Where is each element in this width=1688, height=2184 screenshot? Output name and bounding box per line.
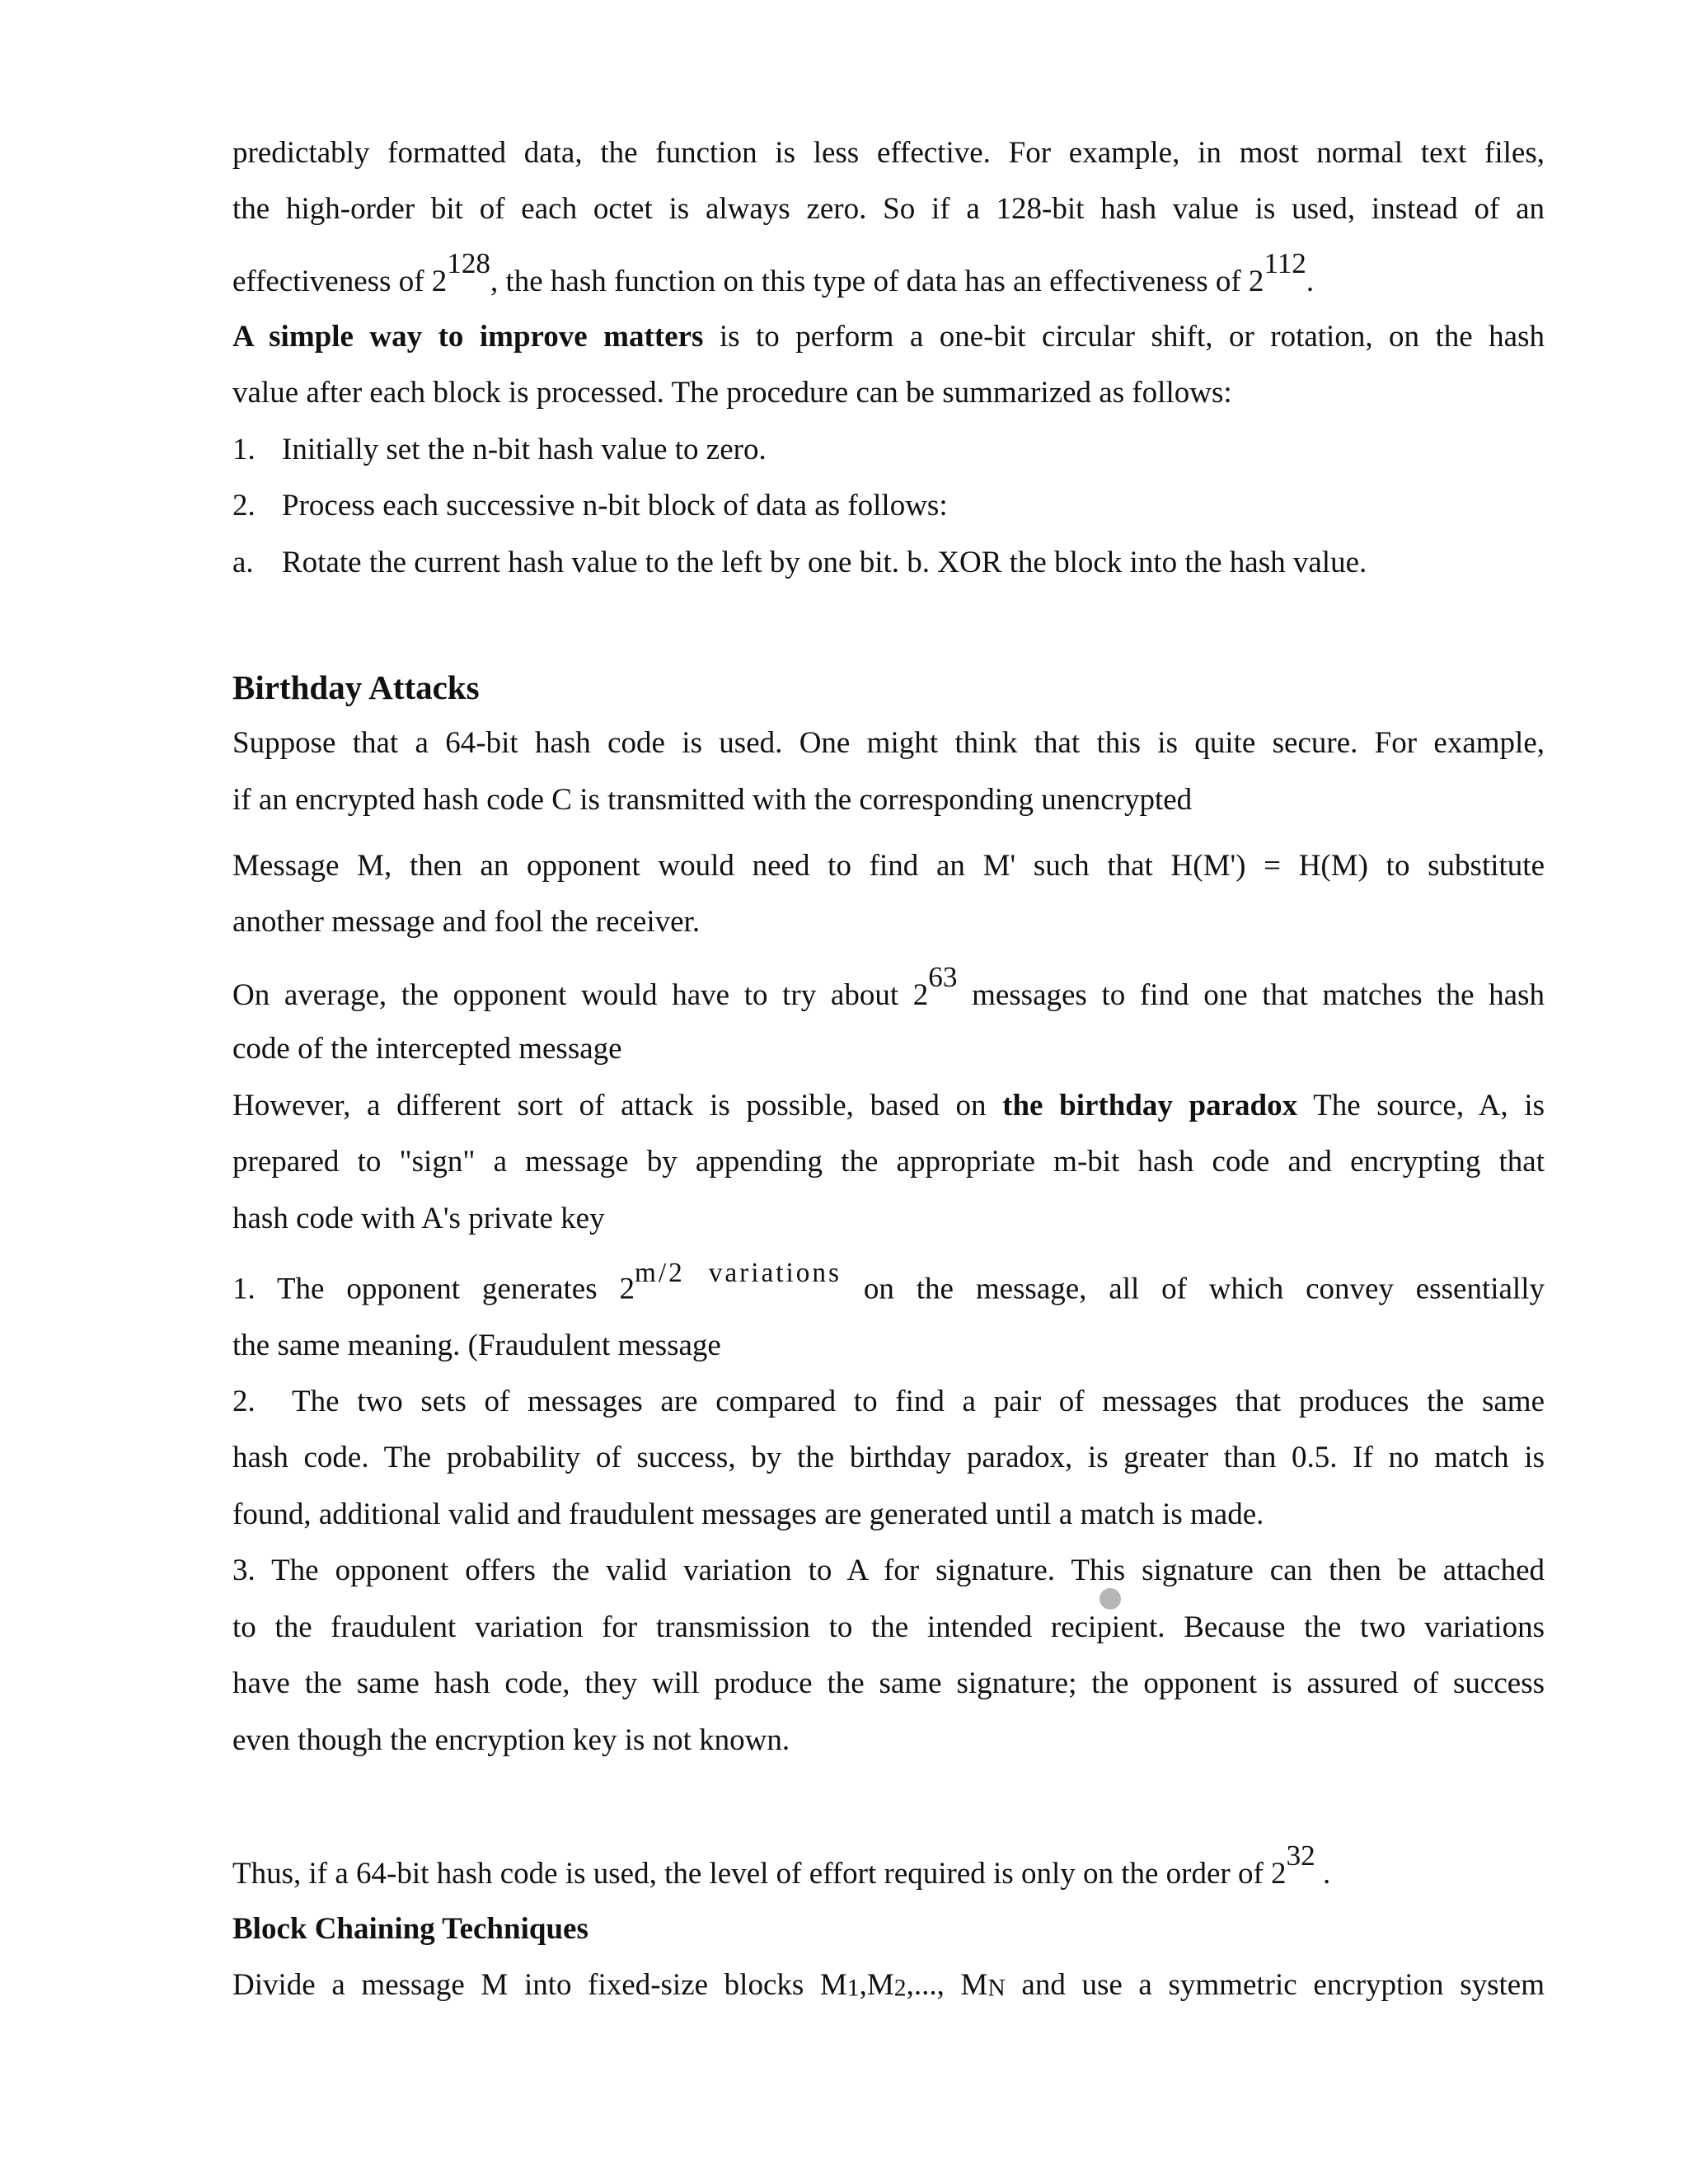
text-line: hash code. The probability of success, by the birthday paradox, is greater than 0.5. If no match is (232, 1441, 1545, 1474)
exponent: 63 (928, 961, 958, 993)
text-line-effectiveness: effectiveness of $2^{128}$, the hash function on this type of data has an effectiveness of $2^{112}$. (232, 247, 1315, 298)
exponent: 128 (447, 247, 490, 279)
exponent: 32 (1286, 1840, 1315, 1872)
section-heading-birthday-attacks: Birthday Attacks (232, 668, 480, 706)
text-line: hash code with A's private key (232, 1202, 605, 1235)
bold-phrase: the birthday paradox (1002, 1089, 1298, 1122)
text-line: another message and fool the receiver. (232, 905, 701, 939)
text-line: code of the intercepted message (232, 1032, 622, 1066)
cursor-dot (1100, 1588, 1121, 1610)
list-item: 1. Initially set the n-bit hash value to zero. (232, 433, 767, 466)
text-line: predictably formatted data, the function is less effective. For example, in most normal text files, (232, 136, 1545, 170)
text-line: to the fraudulent variation for transmission to the intended recipient. Because the two variations (232, 1610, 1545, 1644)
text-line: prepared to "sign" a message by appending the appropriate m-bit hash code and encrypting that (232, 1145, 1545, 1179)
bold-phrase: A simple way to improve matters (232, 320, 704, 354)
section-heading-block-chaining: Block Chaining Techniques (232, 1912, 588, 1946)
list-item: a. Rotate the current hash value to the left by one bit. b. XOR the block into the hash value. (232, 546, 1367, 579)
exponent: 112 (1264, 247, 1306, 279)
text-line: A simple way to improve matters is to perform a one-bit circular shift, or rotation, on the hash (232, 320, 1545, 354)
list-item: 2. The two sets of messages are compared to find a pair of messages that produces the same (232, 1385, 1545, 1418)
text-line: the same meaning. (Fraudulent message (232, 1329, 721, 1362)
text-line: Divide a message M into fixed-size blocks $M_1,M_2$,..., $M_N$ and use a symmetric encryption system (232, 1968, 1545, 2002)
list-item: 3. The opponent offers the valid variation to A for signature. This signature can then be attached (232, 1554, 1545, 1587)
text-line: even though the encryption key is not known. (232, 1723, 790, 1757)
text-line: have the same hash code, they will produce the same signature; the opponent is assured of success (232, 1666, 1545, 1700)
text-line: the high-order bit of each octet is always zero. So if a 128-bit hash value is used, instead of an (232, 192, 1545, 226)
text-line: Suppose that a 64-bit hash code is used. One might think that this is quite secure. For example, (232, 726, 1545, 760)
list-item: 2. Process each successive n-bit block of data as follows: (232, 489, 948, 523)
text-line: Thus, if a 64-bit hash code is used, the level of effort required is only on the order of $2^{32}$ . (232, 1840, 1331, 1891)
text-line: Message M, then an opponent would need to find an M' such that H(M') = H(M) to substitute (232, 849, 1545, 883)
text-line: However, a different sort of attack is possible, based on the birthday paradox The source, A, is (232, 1089, 1545, 1122)
text-line: On average, the opponent would have to try about $2^{63}$ messages to find one that matches the hash (232, 961, 1545, 1012)
list-item: 1. The opponent generates $2^{m/2 variations}$ on the message, all of which convey essentially (232, 1258, 1545, 1306)
text-line: found, additional valid and fraudulent messages are generated until a match is made. (232, 1497, 1264, 1531)
text-line: value after each block is processed. The procedure can be summarized as follows: (232, 376, 1232, 410)
exponent: m/2 variations (634, 1258, 842, 1288)
text-line: if an encrypted hash code C is transmitted with the corresponding unencrypted (232, 783, 1193, 817)
